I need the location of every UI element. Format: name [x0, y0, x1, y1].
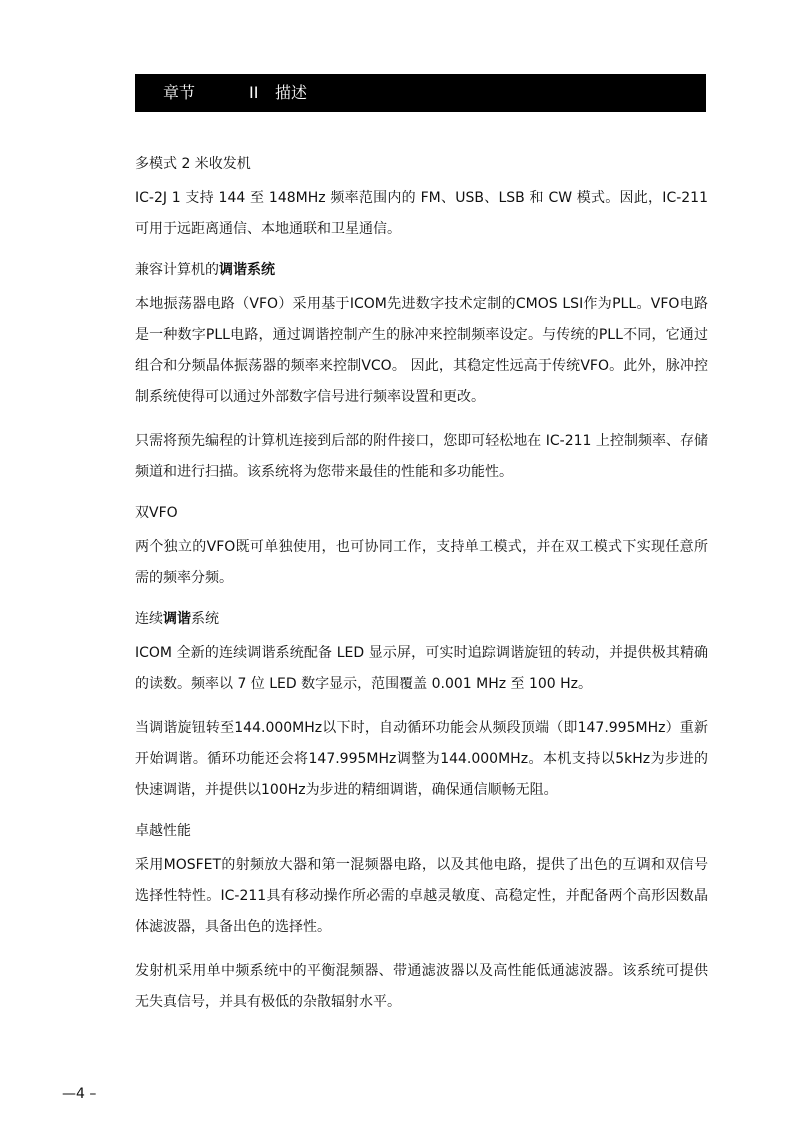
paragraph: 两个独立的VFO既可单独使用，也可协同工作，支持单工模式，并在双工模式下实现任意所需的频率分频。 — [135, 539, 708, 586]
section-heading: 双VFO — [135, 505, 178, 521]
section-dual-vfo — [135, 501, 708, 594]
heading-text: 连续 — [135, 611, 163, 627]
heading-text: 兼容计算机的 — [135, 262, 219, 278]
section-computer-tuning — [135, 258, 708, 488]
paragraph: 本地振荡器电路（VFO）采用基于ICOM先进数字技术定制的CMOS LSI作为PLL。VFO电路是一种数字PLL电路，通过调谐控制产生的脉冲来控制频率设定。与传统的PLL不同，它通过组合和分频晶体振荡器的频率来控制VCO。 因此，其稳定性远高于传统VFO。此外，脉冲控制系统使得可以通过外部数字信号进行频率设置和更改。 — [135, 296, 708, 405]
document-body — [135, 152, 708, 1031]
heading-bold-text: 调谐系统 — [219, 262, 275, 278]
section-heading: 卓越性能 — [135, 823, 191, 839]
paragraph: ICOM 全新的连续调谐系统配备 LED 显示屏，可实时追踪调谐旋钮的转动，并提供极其精确的读数。频率以 7 位 LED 数字显示，范围覆盖 0.001 MHz 至 100 Hz。 — [135, 645, 708, 692]
section-heading: 多模式 2 米收发机 — [135, 156, 251, 172]
paragraph: 只需将预先编程的计算机连接到后部的附件接口，您即可轻松地在 IC-211 上控制频率、存储频道和进行扫描。该系统将为您带来最佳的性能和多功能性。 — [135, 433, 708, 480]
page-number: —4 – — [62, 1086, 97, 1102]
paragraph: IC-2J 1 支持 144 至 148MHz 频率范围内的 FM、USB、LSB 和 CW 模式。因此，IC-211 可用于远距离通信、本地通联和卫星通信。 — [135, 190, 708, 237]
paragraph: 发射机采用单中频系统中的平衡混频器、带通滤波器以及高性能低通滤波器。该系统可提供无失真信号，并具有极低的杂散辐射水平。 — [135, 963, 708, 1010]
paragraph: 当调谐旋钮转至144.000MHz以下时，自动循环功能会从频段顶端（即147.995MHz）重新开始调谐。循环功能还会将147.995MHz调整为144.000MHz。本机支持以5kHz为步进的快速调谐，并提供以100Hz为步进的精细调谐，确保通信顺畅无阻。 — [135, 720, 708, 798]
chapter-header-bar — [135, 74, 706, 112]
paragraph: 采用MOSFET的射频放大器和第一混频器电路，以及其他电路，提供了出色的互调和双信号选择性特性。IC-211具有移动操作所必需的卓越灵敏度、高稳定性，并配备两个高形因数晶体滤波器，具备出色的选择性。 — [135, 857, 708, 935]
chapter-label: 章节 — [163, 83, 196, 102]
heading-bold-text: 调谐 — [163, 611, 191, 627]
chapter-number: II — [249, 83, 259, 102]
section-heading — [135, 607, 708, 631]
section-performance — [135, 819, 708, 1018]
section-multimode — [135, 152, 708, 245]
section-continuous-tuning — [135, 607, 708, 806]
section-heading — [135, 258, 708, 282]
heading-text-after: 系统 — [191, 611, 219, 627]
chapter-title: 描述 — [275, 83, 308, 102]
